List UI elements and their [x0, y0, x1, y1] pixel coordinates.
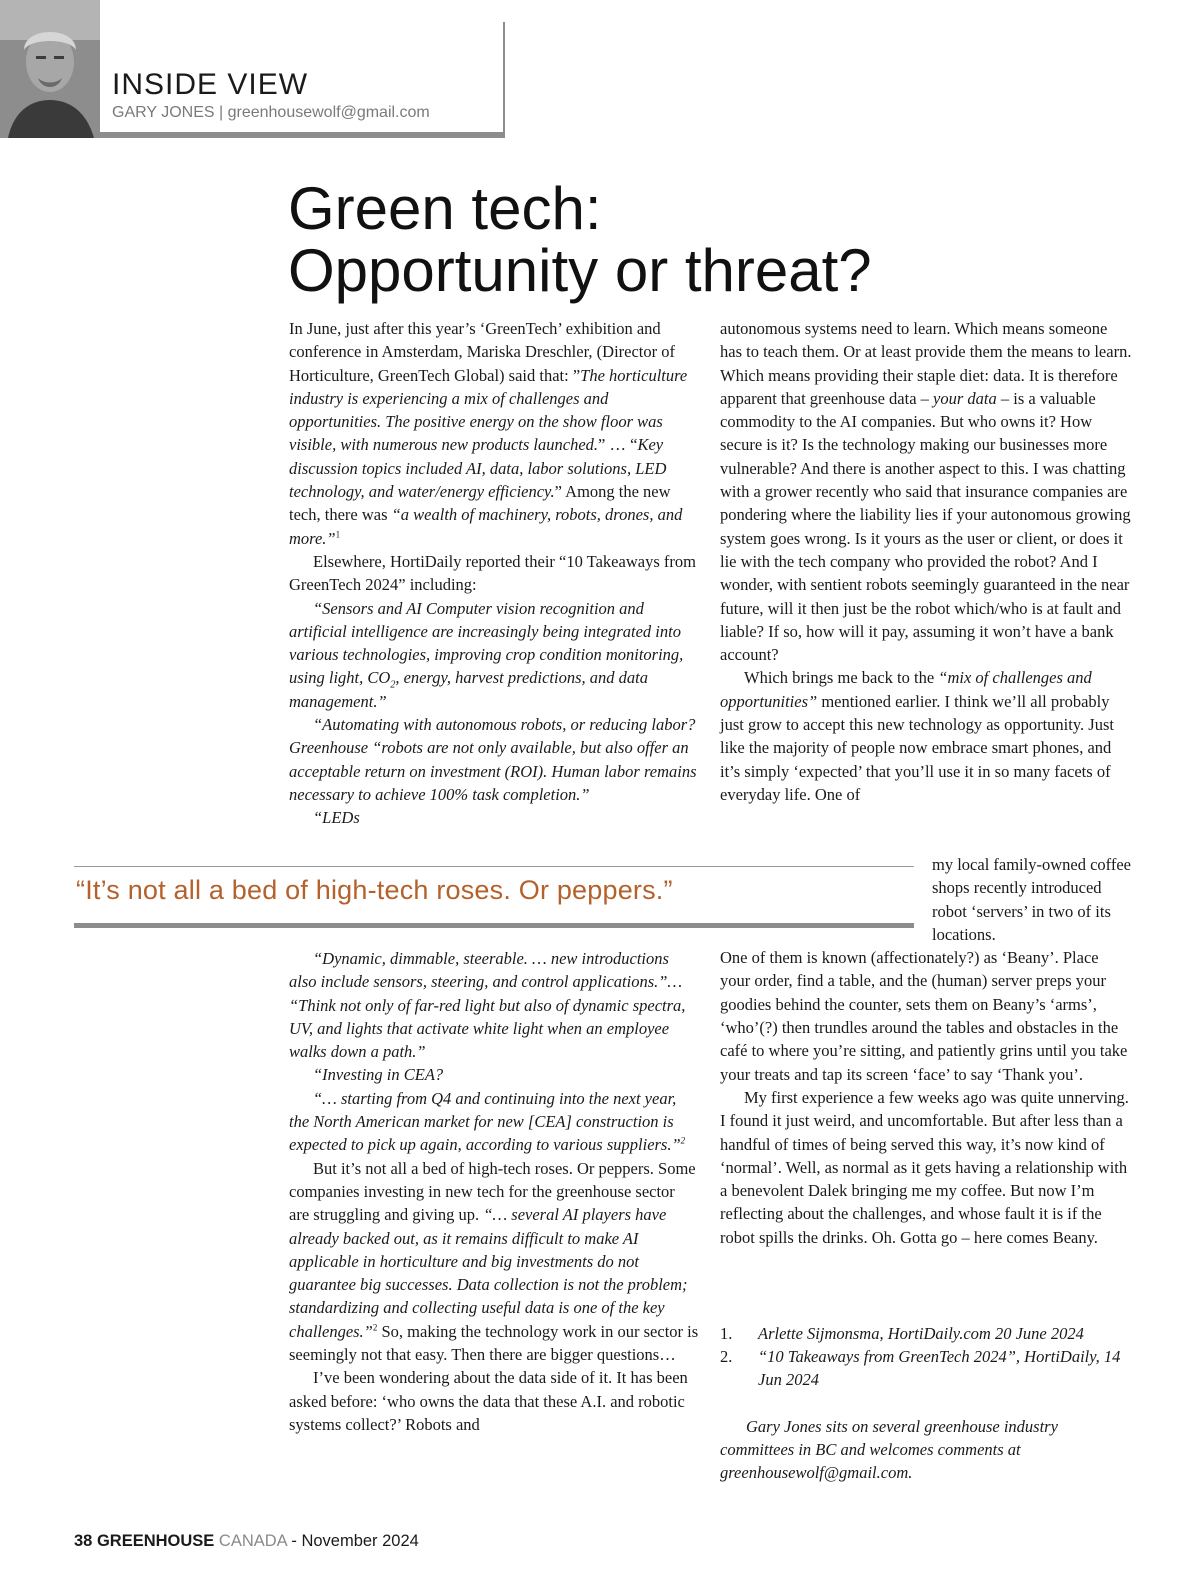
paragraph: One of them is known (affectionately?) as ‘Beany’. Place your order, find a table, and the (human) server preps your goodies behind the counter, sets them on Beany’s ‘arms’, ‘who’(?) then trundles around the tables and obstacles in the café to where you’re sitting, and patiently grins until you take your treats and tap its screen ‘face’ to say ‘Thank you’. — [720, 948, 1128, 1084]
headline-line-2: Opportunity or threat? — [288, 237, 872, 304]
paragraph — [289, 1157, 699, 1367]
footnote-ref: 2 — [680, 1135, 686, 1146]
text-run: “Sensors and AI Computer vision recognition and artificial intelligence are increasingly being integrated into various technologies, improving crop condition monitoring, using light, CO — [289, 598, 684, 688]
text-run: In June, just after this year’s ‘GreenTech’ exhibition and conference in Amsterdam, Mariska Dreschler, (Director of Horticulture, GreenTech Global) said that: ” — [289, 319, 676, 385]
footnote-ref: 1 — [335, 529, 341, 540]
quote-run: “mix of challenges and opportunities” — [720, 668, 1092, 711]
paragraph — [289, 317, 699, 550]
footnote-2 — [720, 1345, 1132, 1391]
footnote-ref: 2 — [372, 1322, 378, 1333]
paragraph — [720, 317, 1132, 666]
article-column-2-top — [720, 317, 1132, 806]
article-headline — [288, 175, 1088, 304]
quoted-paragraph — [289, 597, 699, 713]
magazine-country: CANADA — [218, 1532, 287, 1550]
text-run: – is a valuable commodity to the AI companies. But who owns it? How secure is it? Is the technology making our businesses more vulnerable? And there is another aspect to this. I was chatting with a grower recently who said that insurance companies are pondering where the liability lies if your autonomous growing system goes wrong. Is it yours as the user or client, or does it lie with the tech company who provided the robot? And I wonder, with sentient robots seemingly guaranteed in the near future, will it then just be the robot which/who is at fault and liable? If so, how will it pay, assuming it won’t have a bank account? — [720, 388, 1131, 665]
footnote-1 — [720, 1322, 1132, 1345]
footnote-text: Arlette Sijmonsma, HortiDaily.com 20 June 2024 — [758, 1324, 1084, 1343]
text-run: mentioned earlier. I think we’ll all probably just grow to accept this new technology as opportunity. Just like the majority of people now embrace smart phones, and it’s simply ‘expected’ that you’ll use it in so many facets of everyday life. One of — [720, 691, 1114, 804]
issue-date: - November 2024 — [291, 1532, 419, 1550]
footnote-number: 2. — [720, 1347, 733, 1366]
subscript: 2 — [390, 679, 396, 691]
quote-run: Key discussion topics included AI, data, labor solutions, LED technology, and water/energy efficiency. — [289, 435, 667, 502]
author-photo — [0, 0, 100, 138]
quote-run: “a wealth of machinery, robots, drones, and more.” — [289, 505, 683, 548]
paragraph: Elsewhere, HortiDaily reported their “10 Takeaways from GreenTech 2024” including: — [289, 551, 696, 595]
quoted-paragraph — [289, 1087, 699, 1157]
text-run: ” Among the new tech, there was — [289, 482, 671, 525]
page-folio — [74, 1532, 419, 1551]
pull-quote: “It’s not all a bed of high-tech roses. Or peppers.” — [76, 875, 673, 905]
text-run: So, making the technology work in our sector is seemingly not that easy. Then there are bigger questions… — [289, 1321, 699, 1365]
quoted-paragraph: “Dynamic, dimmable, steerable. … new introductions also include sensors, steering, and control applications.”… “Think not only of far-red light but also of dynamic spectra, UV, and lights that activate white light when an employee walks down a path.” — [289, 949, 686, 1062]
author-bio: Gary Jones sits on several greenhouse industry committees in BC and welcomes comments at greenhousewolf@gmail.com. — [720, 1417, 1058, 1482]
emphasis-run: your data — [933, 388, 997, 408]
author-byline: GARY JONES | greenhousewolf@gmail.com — [112, 104, 430, 121]
headline-line-1: Green tech: — [288, 175, 602, 242]
paragraph-wrap: my local family-owned coffee shops recently introduced robot ‘servers’ in two of its locations. — [932, 855, 1131, 944]
author-portrait-image — [0, 0, 100, 138]
paragraph — [720, 666, 1132, 806]
footnote-text: “10 Takeaways from GreenTech 2024”, HortiDaily, 14 Jun 2024 — [758, 1347, 1121, 1389]
section-title: INSIDE VIEW — [112, 68, 309, 101]
article-column-1-top — [289, 317, 699, 830]
text-run: ” … “ — [598, 435, 638, 455]
text-run: Which brings me back to the — [744, 668, 939, 688]
magazine-name: GREENHOUSE — [96, 1532, 215, 1550]
paragraph: I’ve been wondering about the data side of it. It has been asked before: ‘who owns the data that these A.I. and robotic systems collect?’ Robots and — [289, 1368, 688, 1434]
text-run: “… starting from Q4 and continuing into the next year, the North American market for new [CEA] construction is expected to pick up again, according to various suppliers.” — [289, 1088, 681, 1155]
article-column-1-bottom — [289, 947, 699, 1436]
text-run: , energy, harvest predictions, and data management.” — [289, 668, 648, 711]
article-column-2-bottom — [720, 853, 1132, 1249]
quote-run: The horticulture industry is experiencing a mix of challenges and opportunities. The positive energy on the show floor was visible, with numerous new products launched. — [289, 365, 688, 455]
text-run: autonomous systems need to learn. Which means someone has to teach them. Or at least provide them the means to learn. Which means providing their staple diet: data. It is therefore apparent that greenhouse data – — [720, 319, 1132, 408]
footnote-number: 1. — [720, 1324, 733, 1343]
quoted-paragraph: “Investing in CEA? — [313, 1065, 444, 1085]
quoted-paragraph: “LEDs — [313, 808, 360, 828]
quoted-paragraph: “Automating with autonomous robots, or reducing labor? Greenhouse “robots are not only available, but also offer an acceptable return on investment (ROI). Human labor remains necessary to achieve 100% task completion.” — [289, 715, 697, 804]
text-run: But it’s not all a bed of high-tech roses. Or peppers. Some companies investing in new tech for the greenhouse sector are struggling and giving up. — [289, 1158, 696, 1225]
paragraph: My first experience a few weeks ago was quite unnerving. I found it just weird, and uncomfortable. But after less than a handful of times of being served this way, it’s now kind of ‘normal’. Well, as normal as it gets having a relationship with a benevolent Dalek bringing me my coffee. But now I’m reflecting about the challenges, and whose fault it is if the robot spills the drinks. Oh. Gotta go – here comes Beany. — [720, 1087, 1129, 1247]
page-number: 38 — [74, 1532, 93, 1550]
quote-run: “… several AI players have already backed out, as it remains difficult to make AI applicable in horticulture and big investments do not guarantee big successes. Data collection is not the problem; standardizing and collecting useful data is one of the key challenges.” — [289, 1205, 688, 1341]
